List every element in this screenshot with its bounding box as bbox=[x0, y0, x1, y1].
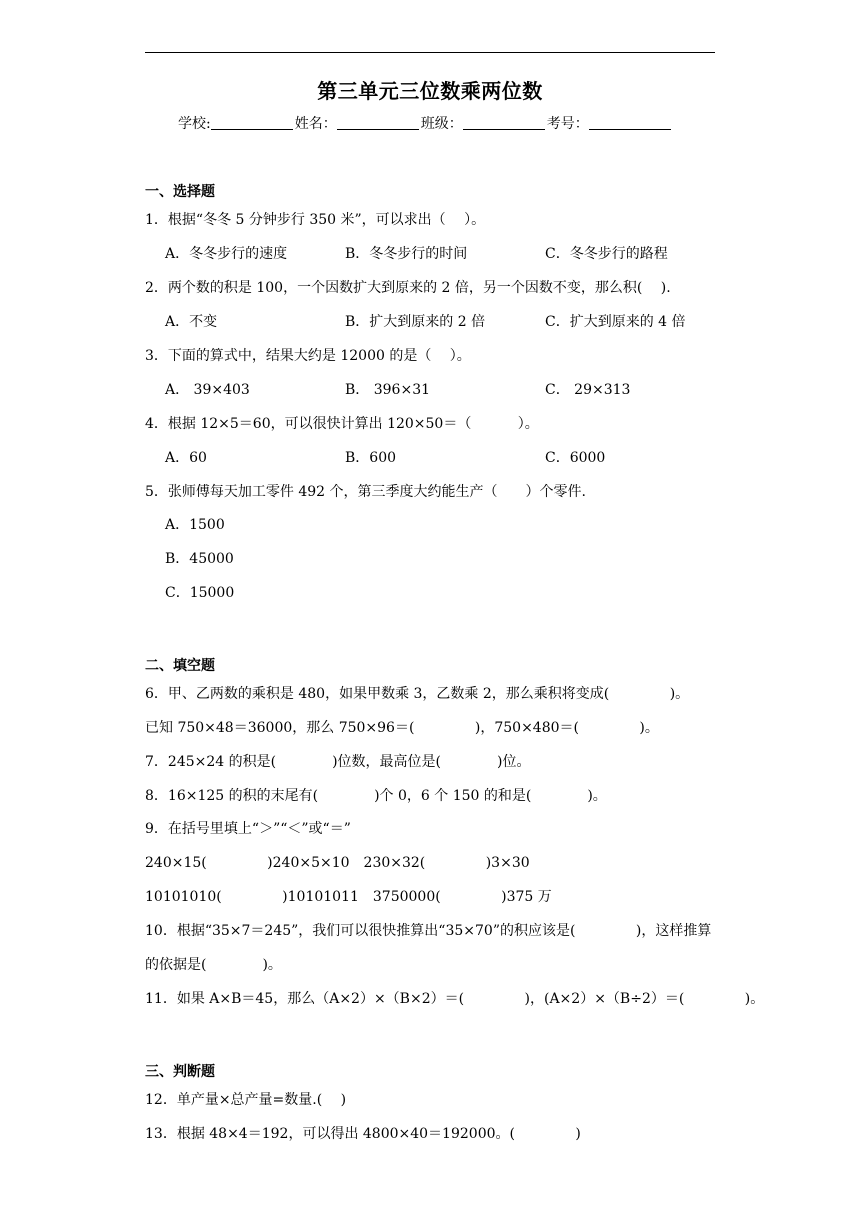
question-8: 8．16×125 的积的末尾有( )个 0，6 个 150 的和是( )。 bbox=[145, 788, 607, 804]
question-13: 13．根据 48×4＝192，可以得出 4800×40＝192000。( ) bbox=[145, 1126, 581, 1142]
question-11: 11．如果 A×B＝45，那么（A×2）×（B×2）＝( )，(A×2）×（B÷2）＝( )。 bbox=[145, 991, 765, 1007]
question-2-option-b[interactable]: B．扩大到原来的 2 倍 bbox=[345, 314, 486, 330]
question-7: 7．245×24 的积是( )位数，最高位是( )位。 bbox=[145, 754, 531, 770]
question-3-option-b[interactable]: B． 396×31 bbox=[345, 382, 431, 398]
question-1-option-a[interactable]: A．冬冬步行的速度 bbox=[165, 246, 288, 262]
name-label: 姓名： bbox=[294, 116, 337, 132]
question-3-stem: 3．下面的算式中，结果大约是 12000 的是（ ）。 bbox=[145, 348, 471, 364]
question-5-option-b[interactable]: B．45000 bbox=[165, 551, 234, 567]
question-9-line-2: 10101010( )10101011 3750000( )375 万 bbox=[145, 889, 552, 905]
exam-no-label: 考号： bbox=[546, 116, 589, 132]
school-blank[interactable] bbox=[211, 115, 293, 130]
question-10-line-2: 的依据是( )。 bbox=[145, 957, 282, 973]
question-2-option-a[interactable]: A．不变 bbox=[165, 314, 218, 330]
header-rule bbox=[145, 52, 715, 53]
class-blank[interactable] bbox=[463, 115, 545, 130]
question-12: 12．单产量×总产量=数量.( ) bbox=[145, 1092, 347, 1108]
question-3-option-a[interactable]: A． 39×403 bbox=[165, 382, 250, 398]
question-1-stem: 1．根据“冬冬 5 分钟步行 350 米”，可以求出（ ）。 bbox=[145, 212, 486, 228]
student-info-line bbox=[178, 113, 673, 133]
question-6-line-2: 已知 750×48＝36000，那么 750×96＝( )，750×480＝( )。 bbox=[145, 720, 659, 736]
question-4-option-a[interactable]: A．60 bbox=[165, 450, 207, 466]
question-2-stem: 2．两个数的积是 100，一个因数扩大到原来的 2 倍，另一个因数不变，那么积( ). bbox=[145, 280, 671, 296]
section-heading-choice: 一、选择题 bbox=[145, 184, 215, 200]
question-6-line-1: 6．甲、乙两数的乘积是 480，如果甲数乘 3，乙数乘 2，那么乘积将变成( )。 bbox=[145, 686, 690, 702]
question-9-line-1: 240×15( )240×5×10 230×32( )3×30 bbox=[145, 855, 530, 871]
school-label: 学校: bbox=[178, 116, 211, 132]
section-heading-true-false: 三、判断题 bbox=[145, 1064, 215, 1080]
class-label: 班级： bbox=[420, 116, 463, 132]
name-blank[interactable] bbox=[337, 115, 419, 130]
question-1-option-b[interactable]: B．冬冬步行的时间 bbox=[345, 246, 468, 262]
question-9-stem: 9．在括号里填上“＞”“＜”或“＝” bbox=[145, 821, 351, 837]
question-3-option-c[interactable]: C． 29×313 bbox=[545, 382, 631, 398]
exam-no-blank[interactable] bbox=[589, 115, 671, 130]
question-5-option-c[interactable]: C．15000 bbox=[165, 585, 235, 601]
question-1-option-c[interactable]: C．冬冬步行的路程 bbox=[545, 246, 668, 262]
question-2-option-c[interactable]: C．扩大到原来的 4 倍 bbox=[545, 314, 686, 330]
page-title: 第三单元三位数乘两位数 bbox=[317, 79, 543, 103]
question-5-stem: 5．张师傅每天加工零件 492 个，第三季度大约能生产（ ）个零件. bbox=[145, 484, 586, 500]
question-10-line-1: 10．根据“35×7＝245”，我们可以很快推算出“35×70”的积应该是( )，这样推算 bbox=[145, 923, 712, 939]
question-5-option-a[interactable]: A．1500 bbox=[165, 517, 225, 533]
question-4-stem: 4．根据 12×5＝60，可以很快计算出 120×50＝（ ）。 bbox=[145, 416, 539, 432]
section-heading-fill-blank: 二、填空题 bbox=[145, 658, 215, 674]
question-4-option-b[interactable]: B．600 bbox=[345, 450, 397, 466]
question-4-option-c[interactable]: C．6000 bbox=[545, 450, 606, 466]
